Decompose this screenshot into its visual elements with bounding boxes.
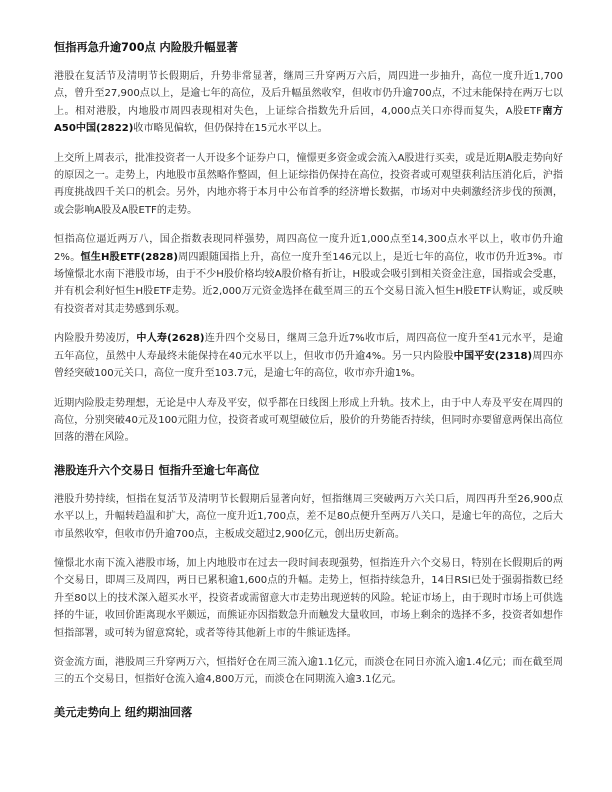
paragraph-text: 周四亦曾经突破100元关口，高位一度升至103.7元，是逾七年的高位，收市亦升逾1%。 [54, 350, 564, 380]
article-paragraph [54, 150, 563, 220]
article-paragraph [54, 491, 563, 543]
paragraph-text: 港股升势持续，恒指在复活节及清明节长假期后显著向好，恒指继周三突破两万六关口后，周四再升至26,900点水平以上，升幅转趋温和扩大，高位一度升近1,700点，差不足80点便升至两万八关口，是逾七年的高位，之后大市虽然收窄，但收市仍升逾700点，主板成交超过2,900亿元，创出历史新高。 [54, 493, 563, 540]
paragraph-text: 内险股升势凌厉， [54, 333, 137, 345]
article-paragraph [54, 395, 563, 447]
section-heading: 美元走势向上 纽约期油回落 [54, 705, 193, 719]
article-paragraph [54, 330, 563, 382]
ticker-highlight: 中国平安(2318) [453, 350, 533, 362]
paragraph-text: 近期内险股走势理想，无论是中人寿及平安，似乎都在日线图上形成上升轨。技术上，由于中人寿及平安在周四的高位，分别突破40元及100元阻力位，投资者或可观望破位后，股价的升势能否持续，但同时亦要留意两保出高位回落的潜在风险。 [54, 397, 563, 444]
paragraph-text: 港股在复活节及清明节长假期后，升势非常显著，继周三升穿两万六后，周四进一步抽升，高位一度升近1,700点，曾升至27,900点以上，是逾七年的高位，及后升幅虽然收窄，但收市仍升逾700点，不过未能保持在两万七以上。相对港股，内地股市周四表现相对失色，上证综合指数先升后回，4,000点关口亦得而复失，A股ETF [54, 71, 563, 117]
article-paragraph [54, 68, 563, 138]
paragraph-text: 资金流方面，港股周三升穿两万六，恒指好仓在周三流入逾1.1亿元，而淡仓在同日亦流入逾1.4亿元；而在截至周三的五个交易日，恒指好仓流入逾4,800万元，而淡仓在同期流入逾3.1亿元。 [54, 656, 563, 686]
paragraph-text: 恒指高位逼近两万八，国企指数表现同样强势，周四高位一度升近1,000点至14,300点水平以上，收市仍升逾2%。 [54, 234, 563, 263]
article-paragraph [54, 231, 563, 318]
paragraph-text: 上交所上周表示，批准投资者一人开设多个证券户口，憧憬更多资金或会流入A股进行买卖，或是近期A股走势向好的原因之一。走势上，内地股市虽然略作整固，但上证综指仍保持在高位，投资者或可观望获利沽压消化后，沪指再度挑战四千关口的机会。另外，内地亦将于本月中公布首季的经济增长数据，市场对中央刺激经济步伐的预测，或会影响A股及A股ETF的走势。 [54, 152, 563, 216]
ticker-highlight: 中人寿(2628) [136, 333, 205, 345]
article-paragraph [54, 555, 563, 642]
ticker-highlight: 南方A50中国(2822) [54, 105, 564, 135]
ticker-highlight: 恒生H股ETF(2828) [80, 251, 178, 263]
article-paragraph [54, 654, 563, 689]
section-heading: 港股连升六个交易日 恒指升至逾七年高位 [54, 463, 260, 477]
paragraph-text: 连升四个交易日，继周三急升近7%收市后，周四高位一度升至41元水平，是逾五年高位，虽然中人寿最终未能保持在40元水平以上，但收市仍升逾4%。另一只内险股 [54, 333, 563, 362]
section-heading: 恒指再急升逾700点 内险股升幅显著 [54, 41, 238, 54]
paragraph-text: 周四跟随国指上升，高位一度升至146元以上，是近七年的高位，收市仍升近3%。市场憧憬北水南下港股市场，由于不少H股价格均较A股价格有折让，H股或会吸引到相关资金注意，国指或会受惠，并有机会利好恒生H股ETF走势。近2,000万元资金选择在截至周三的五个交易日流入恒生H股ETF认购证，或反映有投资者对其走势感到乐观。 [54, 251, 564, 315]
paragraph-text: 收市略见偏软，但仍保持在15元水平以上。 [133, 123, 328, 135]
document-body [54, 40, 563, 721]
paragraph-text: 憧憬北水南下流入港股市场，加上内地股市在过去一段时间表现强势，恒指连升六个交易日，特别在长假期后的两个交易日，即周三及周四，两日已累积逾1,600点的升幅。走势上，恒指持续急升，14日RSI已处于强弱指数已经升至80以上的技术深入超买水平，投资者或需留意大市走势出现逆转的风险。轮证市场上，由于现时市场上可供选择的牛证，收回价距离现水平颇远，而熊证亦因指数急升而触发大量收回，市场上剩余的选择不多，投资者如想作恒指部署，或可转为留意窝轮，或者等待其他新上市的牛熊证选择。 [54, 557, 563, 639]
